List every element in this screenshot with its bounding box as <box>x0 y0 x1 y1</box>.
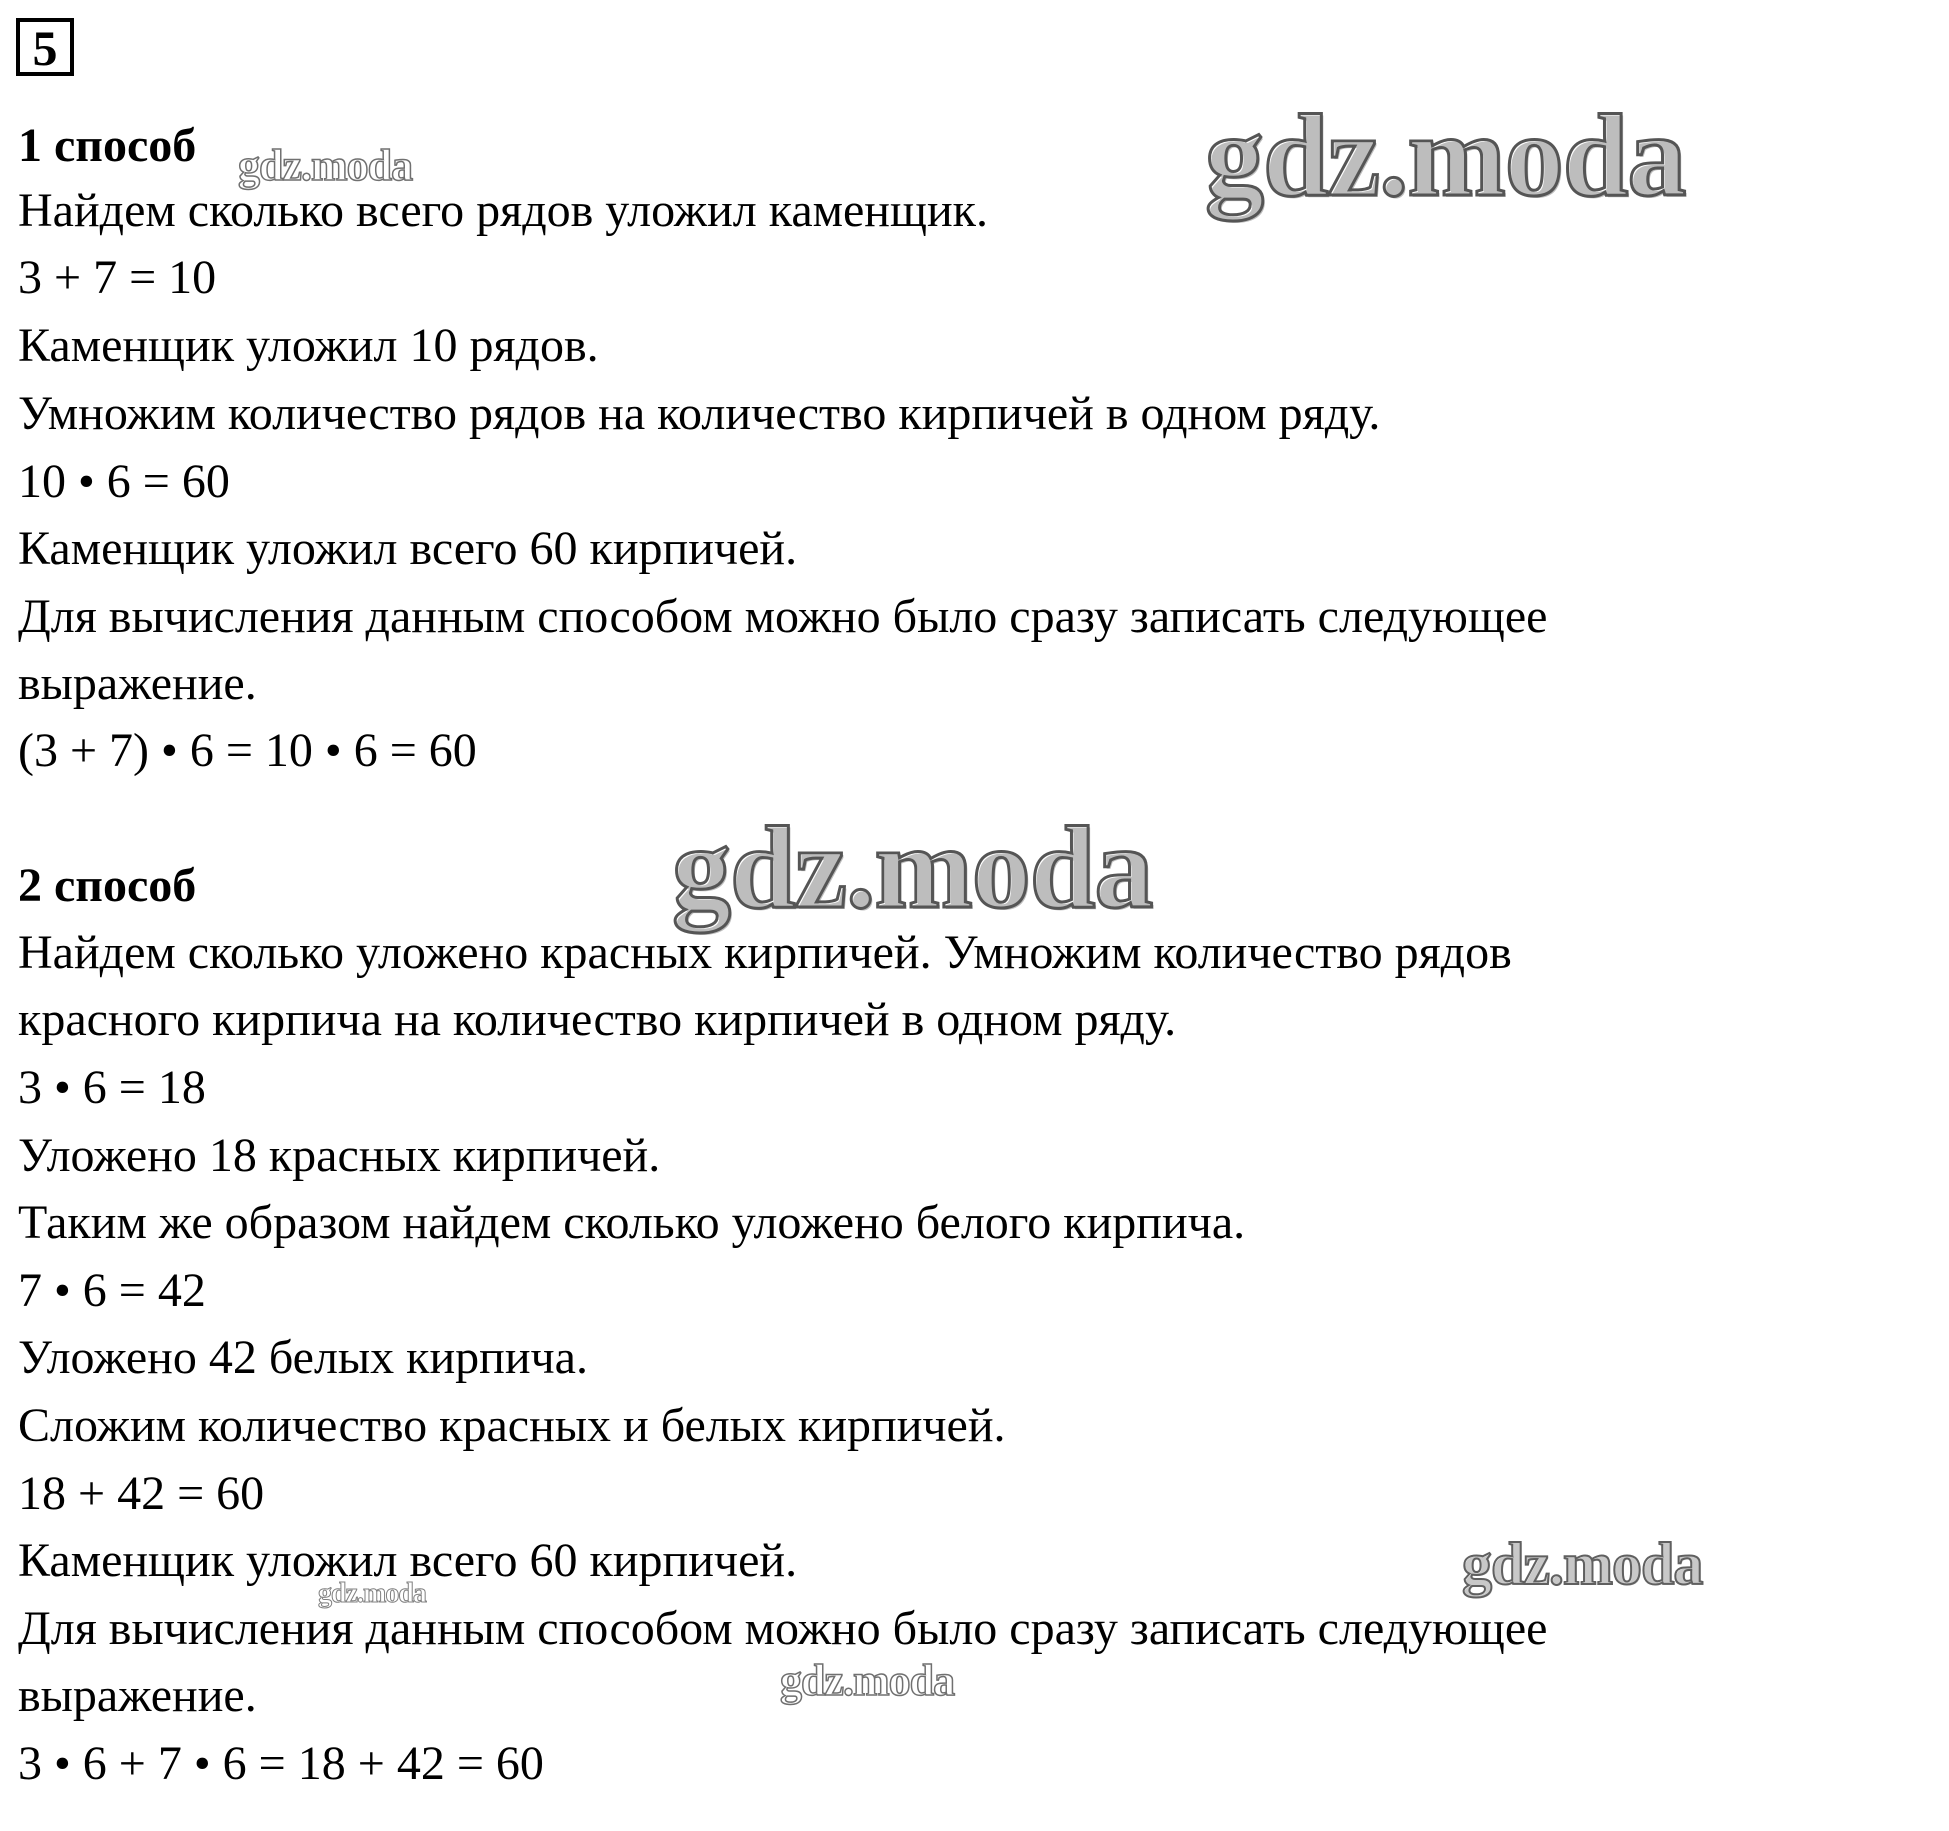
method1-line: (3 + 7) • 6 = 10 • 6 = 60 <box>18 724 477 777</box>
method1-line: 10 • 6 = 60 <box>18 455 230 508</box>
method2-line: 18 + 42 = 60 <box>18 1467 265 1520</box>
watermark-lower-left: gdz.moda <box>318 1578 426 1609</box>
method1-line: Для вычисления данным способом можно было сразу записать следующее <box>18 590 1548 643</box>
method1-line: Каменщик уложил всего 60 кирпичей. <box>18 522 798 575</box>
method1-line: 3 + 7 = 10 <box>18 251 217 304</box>
method2-line: Сложим количество красных и белых кирпичей. <box>18 1399 1006 1452</box>
method2-line: 3 • 6 + 7 • 6 = 18 + 42 = 60 <box>18 1737 544 1790</box>
method1-line: Каменщик уложил 10 рядов. <box>18 319 599 372</box>
watermark-middle: gdz.moda <box>672 802 1153 933</box>
method2-line: Таким же образом найдем сколько уложено белого кирпича. <box>18 1196 1246 1249</box>
method2-line: Уложено 42 белых кирпича. <box>18 1331 588 1384</box>
method2-line: выражение. <box>18 1669 257 1722</box>
task-number-box: 5 <box>16 18 74 76</box>
watermark-near-heading-1: gdz.moda <box>238 141 413 190</box>
method2-line: Для вычисления данным способом можно было сразу записать следующее <box>18 1602 1548 1655</box>
watermark-bottom-center: gdz.moda <box>780 1656 955 1705</box>
method2-line: 3 • 6 = 18 <box>18 1061 206 1114</box>
method1-line: Умножим количество рядов на количество кирпичей в одном ряду. <box>18 387 1381 440</box>
method2-line: Каменщик уложил всего 60 кирпичей. <box>18 1534 798 1587</box>
method1-line: выражение. <box>18 657 257 710</box>
method2-line: Уложено 18 красных кирпичей. <box>18 1129 661 1182</box>
method2-line: 7 • 6 = 42 <box>18 1264 206 1317</box>
method2-line: Найдем сколько уложено красных кирпичей. Умножим количество рядов <box>18 926 1512 979</box>
method1-line: Найдем сколько всего рядов уложил каменщик. <box>18 184 988 237</box>
method2-line: красного кирпича на количество кирпичей в одном ряду. <box>18 993 1177 1046</box>
watermark-lower-right: gdz.moda <box>1462 1531 1703 1597</box>
watermark-top-right: gdz.moda <box>1205 90 1686 221</box>
method2-heading: 2 способ <box>18 859 197 912</box>
method1-heading: 1 способ <box>18 119 197 172</box>
